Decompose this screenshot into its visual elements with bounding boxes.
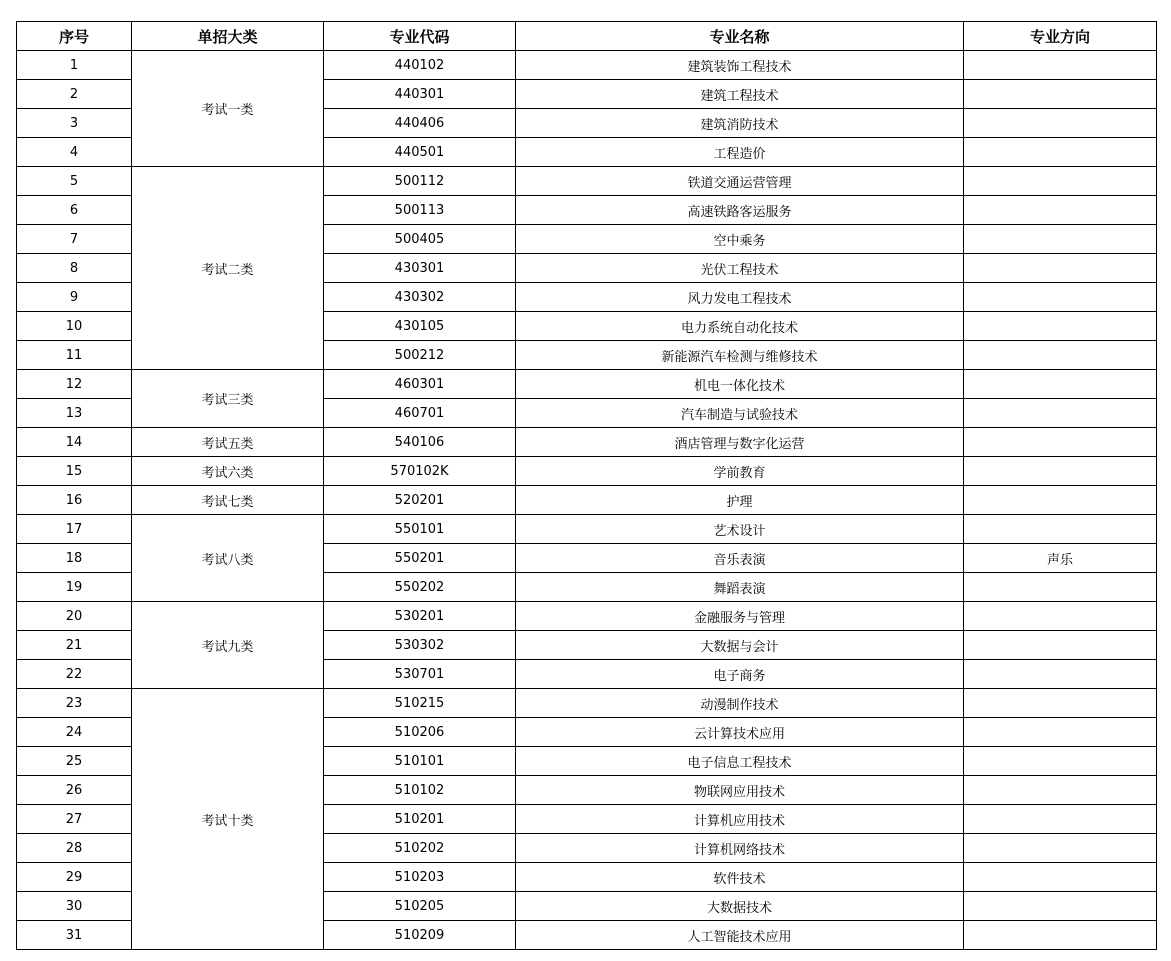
cell-no: 21 <box>17 631 132 660</box>
cell-direction <box>964 283 1157 312</box>
cell-direction <box>964 834 1157 863</box>
cell-code: 520201 <box>324 486 516 515</box>
cell-name: 大数据与会计 <box>516 631 964 660</box>
cell-code: 510206 <box>324 718 516 747</box>
cell-name: 软件技术 <box>516 863 964 892</box>
header-name: 专业名称 <box>516 22 964 51</box>
cell-name: 酒店管理与数字化运营 <box>516 428 964 457</box>
cell-no: 6 <box>17 196 132 225</box>
table-header <box>17 22 1157 51</box>
cell-no: 12 <box>17 370 132 399</box>
cell-name: 电子信息工程技术 <box>516 747 964 776</box>
cell-direction <box>964 689 1157 718</box>
cell-name: 护理 <box>516 486 964 515</box>
cell-name: 计算机网络技术 <box>516 834 964 863</box>
cell-no: 26 <box>17 776 132 805</box>
majors-table <box>16 21 1157 950</box>
cell-code: 460301 <box>324 370 516 399</box>
cell-no: 13 <box>17 399 132 428</box>
cell-direction <box>964 225 1157 254</box>
cell-direction <box>964 109 1157 138</box>
cell-direction <box>964 573 1157 602</box>
cell-code: 500113 <box>324 196 516 225</box>
cell-direction <box>964 457 1157 486</box>
cell-code: 530201 <box>324 602 516 631</box>
cell-name: 音乐表演 <box>516 544 964 573</box>
cell-direction <box>964 51 1157 80</box>
cell-code: 430301 <box>324 254 516 283</box>
cell-name: 高速铁路客运服务 <box>516 196 964 225</box>
cell-no: 9 <box>17 283 132 312</box>
cell-code: 510205 <box>324 892 516 921</box>
cell-direction <box>964 631 1157 660</box>
cell-no: 29 <box>17 863 132 892</box>
cell-code: 510209 <box>324 921 516 950</box>
cell-category: 考试九类 <box>132 602 324 689</box>
cell-name: 机电一体化技术 <box>516 370 964 399</box>
cell-category: 考试六类 <box>132 457 324 486</box>
cell-direction <box>964 776 1157 805</box>
cell-direction <box>964 167 1157 196</box>
cell-category: 考试十类 <box>132 689 324 950</box>
cell-code: 530701 <box>324 660 516 689</box>
cell-name: 学前教育 <box>516 457 964 486</box>
table-body <box>17 51 1157 950</box>
cell-name: 新能源汽车检测与维修技术 <box>516 341 964 370</box>
cell-name: 建筑装饰工程技术 <box>516 51 964 80</box>
cell-no: 22 <box>17 660 132 689</box>
cell-direction <box>964 370 1157 399</box>
cell-direction <box>964 718 1157 747</box>
cell-category: 考试五类 <box>132 428 324 457</box>
cell-name: 电力系统自动化技术 <box>516 312 964 341</box>
cell-no: 25 <box>17 747 132 776</box>
cell-code: 430105 <box>324 312 516 341</box>
cell-direction <box>964 602 1157 631</box>
cell-no: 3 <box>17 109 132 138</box>
cell-code: 510215 <box>324 689 516 718</box>
table-row <box>17 486 1157 515</box>
table-row <box>17 457 1157 486</box>
table-row <box>17 370 1157 399</box>
cell-category: 考试一类 <box>132 51 324 167</box>
header-row <box>17 22 1157 51</box>
cell-name: 人工智能技术应用 <box>516 921 964 950</box>
cell-no: 28 <box>17 834 132 863</box>
cell-code: 510201 <box>324 805 516 834</box>
table-row <box>17 689 1157 718</box>
table-row <box>17 602 1157 631</box>
cell-name: 风力发电工程技术 <box>516 283 964 312</box>
cell-category: 考试七类 <box>132 486 324 515</box>
cell-code: 500112 <box>324 167 516 196</box>
cell-no: 27 <box>17 805 132 834</box>
cell-direction <box>964 805 1157 834</box>
cell-no: 1 <box>17 51 132 80</box>
cell-no: 19 <box>17 573 132 602</box>
table-row <box>17 515 1157 544</box>
cell-code: 550202 <box>324 573 516 602</box>
cell-code: 500212 <box>324 341 516 370</box>
cell-no: 24 <box>17 718 132 747</box>
cell-code: 530302 <box>324 631 516 660</box>
cell-no: 30 <box>17 892 132 921</box>
cell-code: 460701 <box>324 399 516 428</box>
header-category: 单招大类 <box>132 22 324 51</box>
cell-name: 物联网应用技术 <box>516 776 964 805</box>
cell-direction <box>964 747 1157 776</box>
cell-code: 510102 <box>324 776 516 805</box>
cell-code: 440102 <box>324 51 516 80</box>
header-no: 序号 <box>17 22 132 51</box>
cell-direction <box>964 486 1157 515</box>
cell-name: 云计算技术应用 <box>516 718 964 747</box>
cell-name: 计算机应用技术 <box>516 805 964 834</box>
table-row <box>17 428 1157 457</box>
cell-direction <box>964 254 1157 283</box>
cell-direction <box>964 196 1157 225</box>
cell-name: 大数据技术 <box>516 892 964 921</box>
cell-code: 540106 <box>324 428 516 457</box>
cell-no: 5 <box>17 167 132 196</box>
header-direction: 专业方向 <box>964 22 1157 51</box>
cell-no: 11 <box>17 341 132 370</box>
cell-code: 430302 <box>324 283 516 312</box>
cell-code: 510101 <box>324 747 516 776</box>
cell-code: 550101 <box>324 515 516 544</box>
cell-no: 8 <box>17 254 132 283</box>
cell-direction <box>964 515 1157 544</box>
cell-no: 20 <box>17 602 132 631</box>
cell-direction <box>964 80 1157 109</box>
cell-name: 艺术设计 <box>516 515 964 544</box>
cell-code: 570102K <box>324 457 516 486</box>
cell-no: 2 <box>17 80 132 109</box>
cell-no: 7 <box>17 225 132 254</box>
cell-name: 工程造价 <box>516 138 964 167</box>
cell-category: 考试二类 <box>132 167 324 370</box>
cell-name: 电子商务 <box>516 660 964 689</box>
cell-direction <box>964 892 1157 921</box>
cell-code: 440501 <box>324 138 516 167</box>
cell-direction <box>964 341 1157 370</box>
cell-no: 4 <box>17 138 132 167</box>
cell-direction <box>964 312 1157 341</box>
cell-name: 空中乘务 <box>516 225 964 254</box>
cell-direction <box>964 399 1157 428</box>
header-code: 专业代码 <box>324 22 516 51</box>
cell-code: 440406 <box>324 109 516 138</box>
cell-direction <box>964 863 1157 892</box>
cell-category: 考试三类 <box>132 370 324 428</box>
cell-direction <box>964 660 1157 689</box>
cell-direction <box>964 138 1157 167</box>
cell-no: 15 <box>17 457 132 486</box>
cell-no: 23 <box>17 689 132 718</box>
cell-code: 510203 <box>324 863 516 892</box>
cell-category: 考试八类 <box>132 515 324 602</box>
cell-no: 17 <box>17 515 132 544</box>
table-row <box>17 167 1157 196</box>
cell-code: 500405 <box>324 225 516 254</box>
cell-no: 18 <box>17 544 132 573</box>
cell-name: 汽车制造与试验技术 <box>516 399 964 428</box>
cell-code: 550201 <box>324 544 516 573</box>
cell-name: 舞蹈表演 <box>516 573 964 602</box>
cell-name: 建筑消防技术 <box>516 109 964 138</box>
cell-no: 31 <box>17 921 132 950</box>
cell-name: 建筑工程技术 <box>516 80 964 109</box>
cell-name: 光伏工程技术 <box>516 254 964 283</box>
cell-name: 金融服务与管理 <box>516 602 964 631</box>
cell-direction <box>964 921 1157 950</box>
cell-name: 铁道交通运营管理 <box>516 167 964 196</box>
cell-direction <box>964 428 1157 457</box>
table-row <box>17 51 1157 80</box>
cell-code: 440301 <box>324 80 516 109</box>
cell-name: 动漫制作技术 <box>516 689 964 718</box>
cell-no: 14 <box>17 428 132 457</box>
cell-direction: 声乐 <box>964 544 1157 573</box>
cell-no: 16 <box>17 486 132 515</box>
cell-code: 510202 <box>324 834 516 863</box>
cell-no: 10 <box>17 312 132 341</box>
